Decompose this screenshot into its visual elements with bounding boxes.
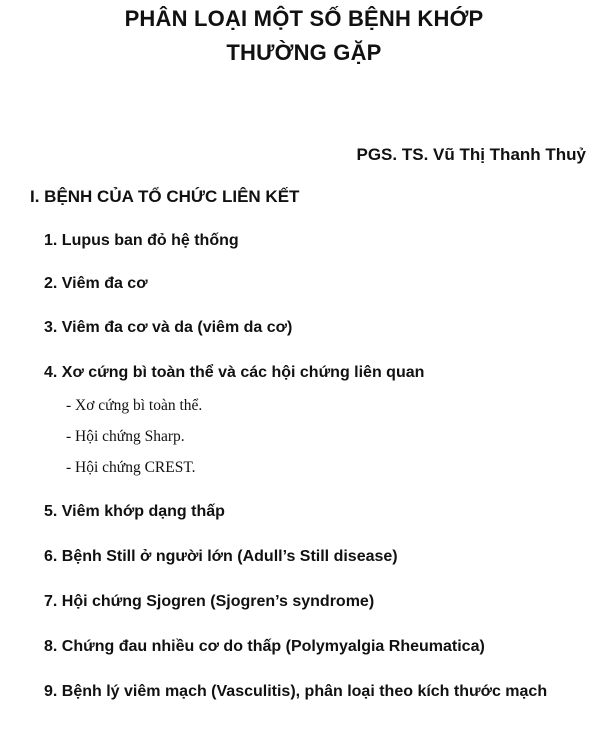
list-item-vasculitis: 9. Bệnh lý viêm mạch (Vasculitis), phân loại theo kích thước mạch bbox=[44, 683, 548, 700]
list-item-polymyalgia-rheumatica: 8. Chứng đau nhiều cơ do thấp (Polymyalgia Rheumatica) bbox=[44, 638, 485, 655]
list-item-rheumatoid-arthritis: 5. Viêm khớp dạng thấp bbox=[44, 503, 225, 520]
list-item-lupus: 1. Lupus ban đỏ hệ thống bbox=[44, 232, 239, 249]
list-item-scleroderma: 4. Xơ cứng bì toàn thể và các hội chứng liên quan bbox=[44, 364, 425, 381]
sub-item-sharp-syndrome: - Hội chứng Sharp. bbox=[66, 428, 185, 445]
section-heading: I. BỆNH CỦA TỔ CHỨC LIÊN KẾT bbox=[30, 187, 300, 206]
author-name: PGS. TS. Vũ Thị Thanh Thuỷ bbox=[356, 145, 586, 164]
document-title-line-2: THƯỜNG GẶP bbox=[226, 40, 382, 65]
list-item-adult-still-disease: 6. Bệnh Still ở người lớn (Adull’s Still disease) bbox=[44, 548, 398, 565]
sub-item-systemic-sclerosis: - Xơ cứng bì toàn thể. bbox=[66, 397, 203, 414]
sub-item-crest-syndrome: - Hội chứng CREST. bbox=[66, 459, 196, 476]
document-title-line-1: PHÂN LOẠI MỘT SỐ BỆNH KHỚP bbox=[124, 6, 484, 31]
list-item-sjogren-syndrome: 7. Hội chứng Sjogren (Sjogren’s syndrome) bbox=[44, 593, 375, 610]
list-item-dermatomyositis: 3. Viêm đa cơ và da (viêm da cơ) bbox=[44, 319, 293, 336]
list-item-polymyositis: 2. Viêm đa cơ bbox=[44, 275, 148, 292]
